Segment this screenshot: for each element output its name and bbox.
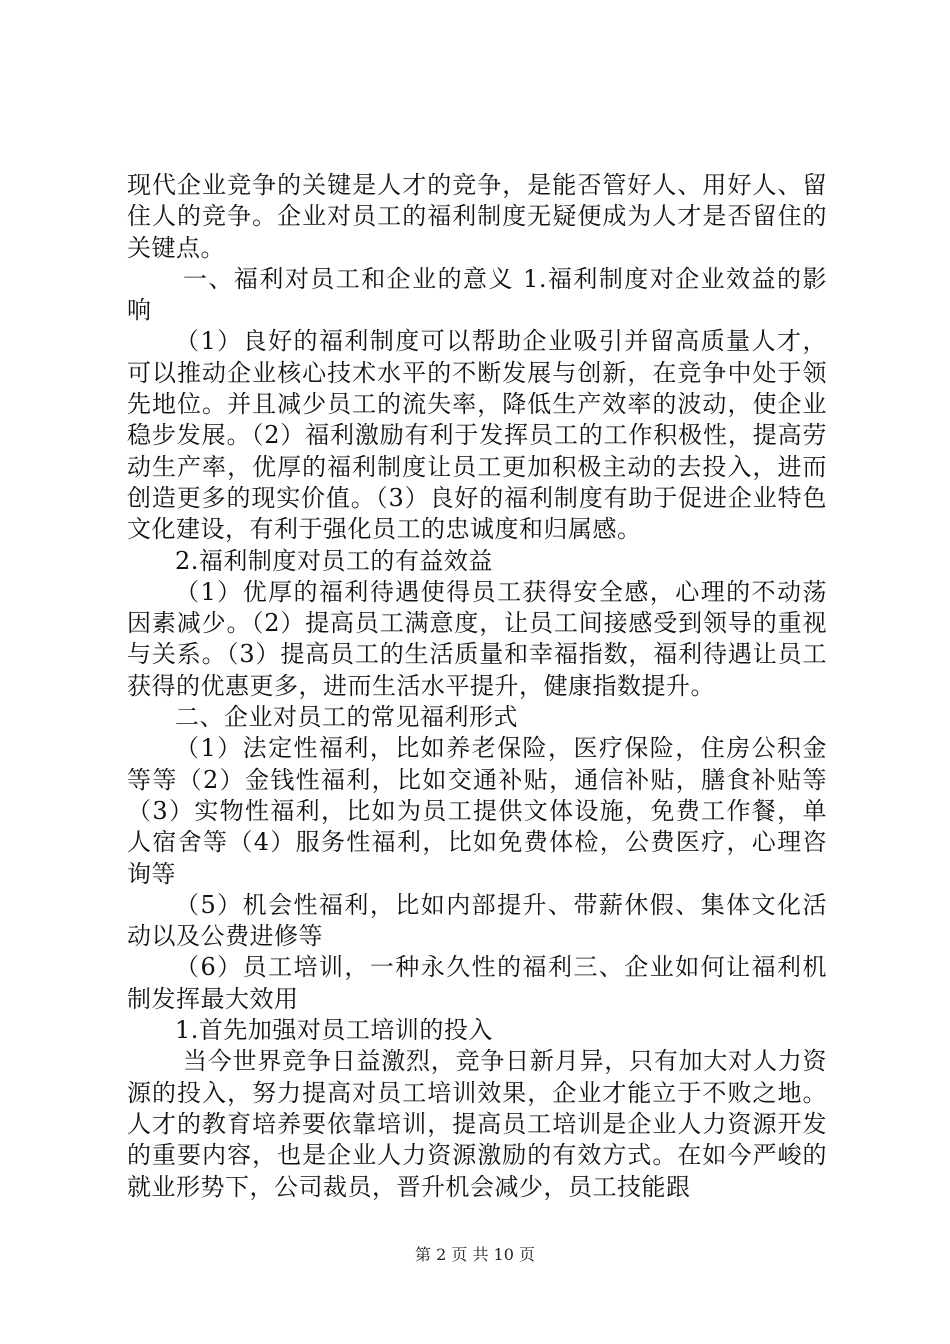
paragraph-training-investment: 当今世界竞争日益激烈，竞争日新月异，只有加大对人力资源的投入，努力提高对员工培训效果，企业才能立于不败之地。人才的教育培养要依靠培训，提高员工培训是企业人力资源开发的重要内容，也是企业人力资源激励的有效方式。在如今严峻的就业形势下，公司裁员，晋升机会减少，员工技能跟 [127, 1047, 827, 1201]
heading-subsection-2: 2.福利制度对员工的有益效益 [175, 546, 493, 575]
heading-section-2: 二、企业对员工的常见福利形式 [175, 703, 518, 732]
page-number-footer: 第 2 页 共 10 页 [415, 1245, 535, 1264]
paragraph-intro: 现代企业竞争的关键是人才的竞争，是能否管好人、用好人、留住人的竞争。企业对员工的福利制度无疑便成为人才是否留住的关键点。 [127, 171, 827, 262]
paragraph-opportunity-welfare: （5）机会性福利，比如内部提升、带薪休假、集体文化活动以及公费进修等 [127, 890, 827, 951]
paragraph-welfare-forms: （1）法定性福利，比如养老保险，医疗保险，住房公积金等等（2）金钱性福利，比如交通补贴，通信补贴，膳食补贴等（3）实物性福利，比如为员工提供文体设施，免费工作餐，单人宿舍等（4）服务性福利，比如免费体检，公费医疗，心理咨询等 [127, 734, 827, 888]
paragraph-benefit-employee: （1）优厚的福利待遇使得员工获得安全感，心理的不动荡因素减少。（2）提高员工满意度，让员工间接感受到领导的重视与关系。（3）提高员工的生活质量和幸福指数，福利待遇让员工获得的优惠更多，进而生活水平提升，健康指数提升。 [127, 577, 827, 700]
heading-section-1: 一、福利对员工和企业的意义 1.福利制度对企业效益的影响 [127, 264, 827, 325]
document-body [127, 170, 827, 1203]
paragraph-benefit-company: （1）良好的福利制度可以帮助企业吸引并留高质量人才，可以推动企业核心技术水平的不断发展与创新，在竞争中处于领先地位。并且减少员工的流失率，降低生产效率的波动，使企业稳步发展。（2）福利激励有利于发挥员工的工作积极性，提高劳动生产率，优厚的福利制度让员工更加积极主动的去投入，进而创造更多的现实价值。（3）良好的福利制度有助于促进企业特色文化建设，有利于强化员工的忠诚度和归属感。 [127, 327, 827, 544]
heading-subsection-training: 1.首先加强对员工培训的投入 [175, 1016, 493, 1045]
paragraph-training-welfare: （6）员工培训，一种永久性的福利三、企业如何让福利机制发挥最大效用 [127, 953, 827, 1013]
